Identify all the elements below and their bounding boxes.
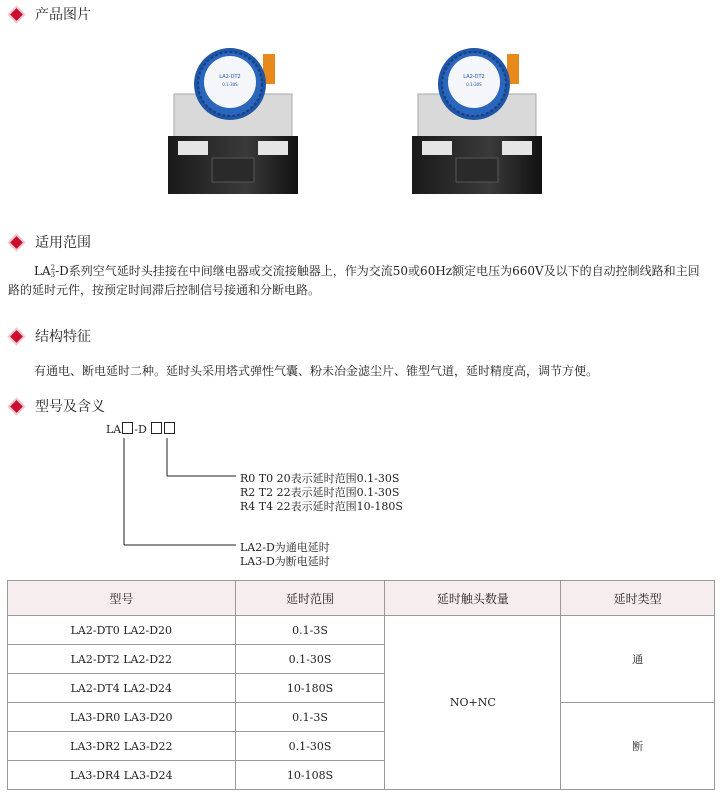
section-title: 适用范围 <box>35 235 91 251</box>
cell-range: 10-108S <box>235 761 385 790</box>
dial-label: LA2-DT2 <box>219 74 241 80</box>
placeholder-box <box>122 422 133 434</box>
cell-range: 0.1-30S <box>235 645 385 674</box>
model-code-diagram <box>0 418 720 578</box>
table-header-row <box>8 581 715 616</box>
cell-model: LA3-DR0 LA3-D20 <box>8 703 236 732</box>
model-code-mid: -D <box>134 423 147 436</box>
table-row <box>8 616 715 645</box>
cell-range: 0.1-3S <box>235 703 385 732</box>
header-type: 延时类型 <box>561 581 715 616</box>
header-model: 型号 <box>8 581 236 616</box>
cell-type-on: 通 <box>561 616 715 703</box>
section-scope-heading <box>8 232 91 252</box>
diamond-bullet-icon <box>10 330 23 343</box>
cell-type-off: 断 <box>561 703 715 790</box>
scope-line-2: 路的延时元件，按预定时间滞后控制信号接通和分断电路。 <box>8 283 321 297</box>
model-code-prefix: LA <box>106 423 122 436</box>
header-range: 延时范围 <box>235 581 385 616</box>
type-line-2: LA3-D为断电延时 <box>240 555 330 568</box>
suffix-line-1: R0 T0 20表示延时范围0.1-30S <box>240 472 400 485</box>
model-code <box>106 422 176 436</box>
suffix-line-3: R4 T4 22表示延时范围10-180S <box>240 500 403 513</box>
section-title: 产品图片 <box>35 7 91 23</box>
header-contacts: 延时触头数量 <box>385 581 561 616</box>
placeholder-box <box>151 422 162 434</box>
cell-model: LA2-DT4 LA2-D24 <box>8 674 236 703</box>
cell-range: 10-180S <box>235 674 385 703</box>
product-photos <box>0 36 720 206</box>
table-row <box>8 703 715 732</box>
structure-paragraph: 有通电、断电延时二种。延时头采用塔式弹性气囊、粉未冶金滤尘片、锥型气道，延时精度高，调节方便。 <box>34 364 599 378</box>
cell-range: 0.1-30S <box>235 732 385 761</box>
cell-model: LA2-DT0 LA2-D20 <box>8 616 236 645</box>
spec-table <box>7 580 715 790</box>
scope-sup: 2 <box>50 263 56 272</box>
section-title: 结构特征 <box>35 329 91 345</box>
diamond-bullet-icon <box>10 236 23 249</box>
section-structure-heading <box>8 326 91 346</box>
diamond-bullet-icon <box>10 8 23 21</box>
diamond-bullet-icon <box>10 400 23 413</box>
product-photo-1 <box>168 46 298 196</box>
timer-module-image <box>412 46 542 196</box>
dial-range: 0.1-30S <box>466 82 482 87</box>
dial-range: 0.1-30S <box>222 82 238 87</box>
suffix-line-2: R2 T2 22表示延时范围0.1-30S <box>240 486 400 499</box>
cell-model: LA2-DT2 LA2-D22 <box>8 645 236 674</box>
timer-module-image <box>168 46 298 196</box>
section-photos-heading <box>8 4 91 24</box>
section-model-heading <box>8 396 105 416</box>
section-title: 型号及含义 <box>35 399 105 415</box>
cell-model: LA3-DR4 LA3-D24 <box>8 761 236 790</box>
cell-model: LA3-DR2 LA3-D22 <box>8 732 236 761</box>
scope-line-1: -D系列空气延时头挂接在中间继电器或交流接触器上，作为交流50或60Hz额定电压为660V及以下的自动控制线路和主回 <box>55 264 700 278</box>
dial-label: LA2-DT2 <box>463 74 485 80</box>
scope-model-prefix: LA <box>34 264 51 278</box>
type-line-1: LA2-D为通电延时 <box>240 541 330 554</box>
cell-range: 0.1-3S <box>235 616 385 645</box>
placeholder-box <box>164 422 175 434</box>
product-photo-2 <box>412 46 542 196</box>
scope-paragraph <box>8 262 714 300</box>
scope-sub: 3 <box>50 270 56 279</box>
cell-contacts: NO+NC <box>385 616 561 790</box>
